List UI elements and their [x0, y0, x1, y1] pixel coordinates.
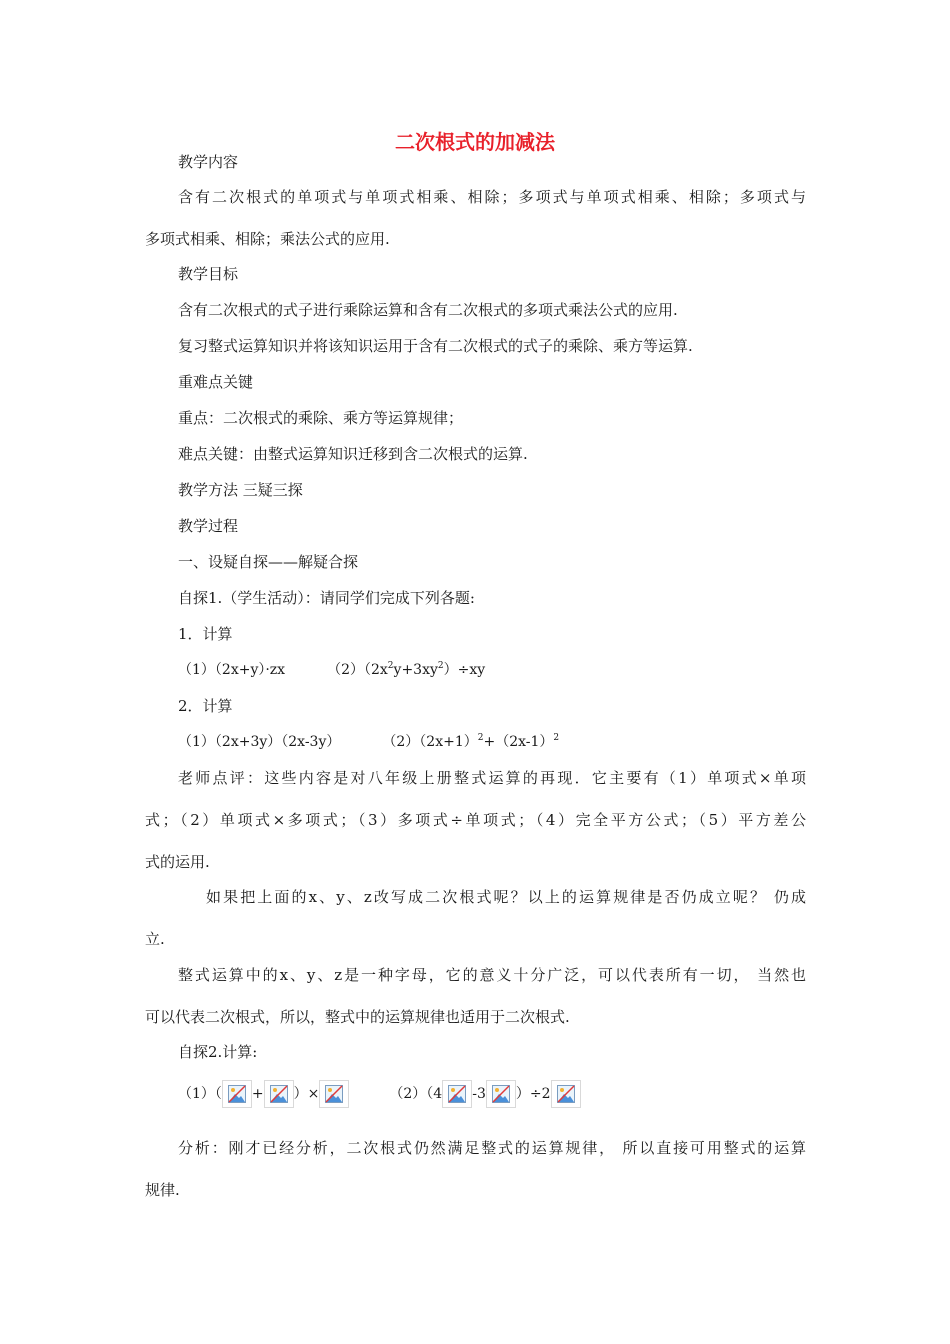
content-paragraph-line1: 含有二次根式的单项式与单项式相乘、相除；多项式与单项式相乘、相除；多项式与 — [178, 188, 806, 206]
note-line1: 整式运算中的x、y、z是一种字母，它的意义十分广泛，可以代表所有一切， 当然也 — [178, 966, 806, 984]
broken-image-icon — [222, 1080, 252, 1108]
review-line3: 式的运用. — [145, 853, 210, 871]
heading-key-points: 重难点关键 — [178, 373, 254, 391]
review-line2: 式；（2）单项式×多项式；（3）多项式÷单项式；（4）完全平方公式；（5）平方差公 — [145, 811, 806, 829]
broken-image-icon — [551, 1080, 581, 1108]
explore-2: 自探2.计算: — [178, 1043, 258, 1061]
broken-image-icon — [264, 1080, 294, 1108]
broken-image-icon — [442, 1080, 472, 1108]
analysis-line2: 规律. — [145, 1181, 180, 1199]
explore-1: 自探1.（学生活动）：请同学们完成下列各题: — [178, 589, 475, 607]
question-1a: （1）（2x+y）·zx — [178, 662, 286, 678]
key-point: 重点：二次根式的乘除、乘方等运算规律； — [178, 409, 464, 427]
question-1-label: 1．计算 — [178, 625, 233, 643]
goal-item-2: 复习整式运算知识并将该知识运用于含有二次根式的式子的乘除、乘方等运算. — [178, 337, 693, 355]
difficulty-point: 难点关键：由整式运算知识迁移到含二次根式的运算. — [178, 445, 528, 463]
content-paragraph-line2: 多项式相乘、相除；乘法公式的应用. — [145, 230, 390, 248]
question-1b: $(2)(2x^2y+3xy^2)\div xy$ — [327, 661, 486, 678]
ask-line2: 立. — [145, 930, 165, 948]
review-line1: 老师点评：这些内容是对八年级上册整式运算的再现．它主要有（1）单项式×单项 — [178, 769, 806, 787]
question-2-items — [178, 732, 559, 752]
broken-image-icon — [486, 1080, 516, 1108]
question-2-label: 2．计算 — [178, 697, 233, 715]
goal-item-1: 含有二次根式的式子进行乘除运算和含有二次根式的多项式乘法公式的应用. — [178, 301, 678, 319]
heading-teaching-goal: 教学目标 — [178, 265, 239, 283]
heading-teaching-process: 教学过程 — [178, 517, 239, 535]
question-2b: $(2)(2x+1)^2+(2x-1)^2$ — [382, 733, 560, 750]
broken-image-icon — [319, 1080, 349, 1108]
note-line2: 可以代表二次根式，所以，整式中的运算规律也适用于二次根式. — [145, 1008, 570, 1026]
question-1-items — [178, 660, 485, 680]
question-2a: （1）（2x+3y）（2x-3y） — [178, 734, 341, 750]
explore-2-expressions: （1）（ + ）× （2）（4 -3 ）÷2 — [178, 1080, 581, 1108]
analysis-line1: 分析：刚才已经分析，二次根式仍然满足整式的运算规律， 所以直接可用整式的运算 — [178, 1139, 806, 1157]
heading-teaching-content: 教学内容 — [178, 153, 239, 171]
section-one-heading: 一、设疑自探——解疑合探 — [178, 553, 359, 571]
document-title: 二次根式的加减法 — [395, 130, 555, 154]
ask-line1: 如果把上面的x、y、z改写成二次根式呢？以上的运算规律是否仍成立呢？ 仍成 — [206, 888, 806, 906]
teaching-method: 教学方法 三疑三探 — [178, 481, 303, 499]
